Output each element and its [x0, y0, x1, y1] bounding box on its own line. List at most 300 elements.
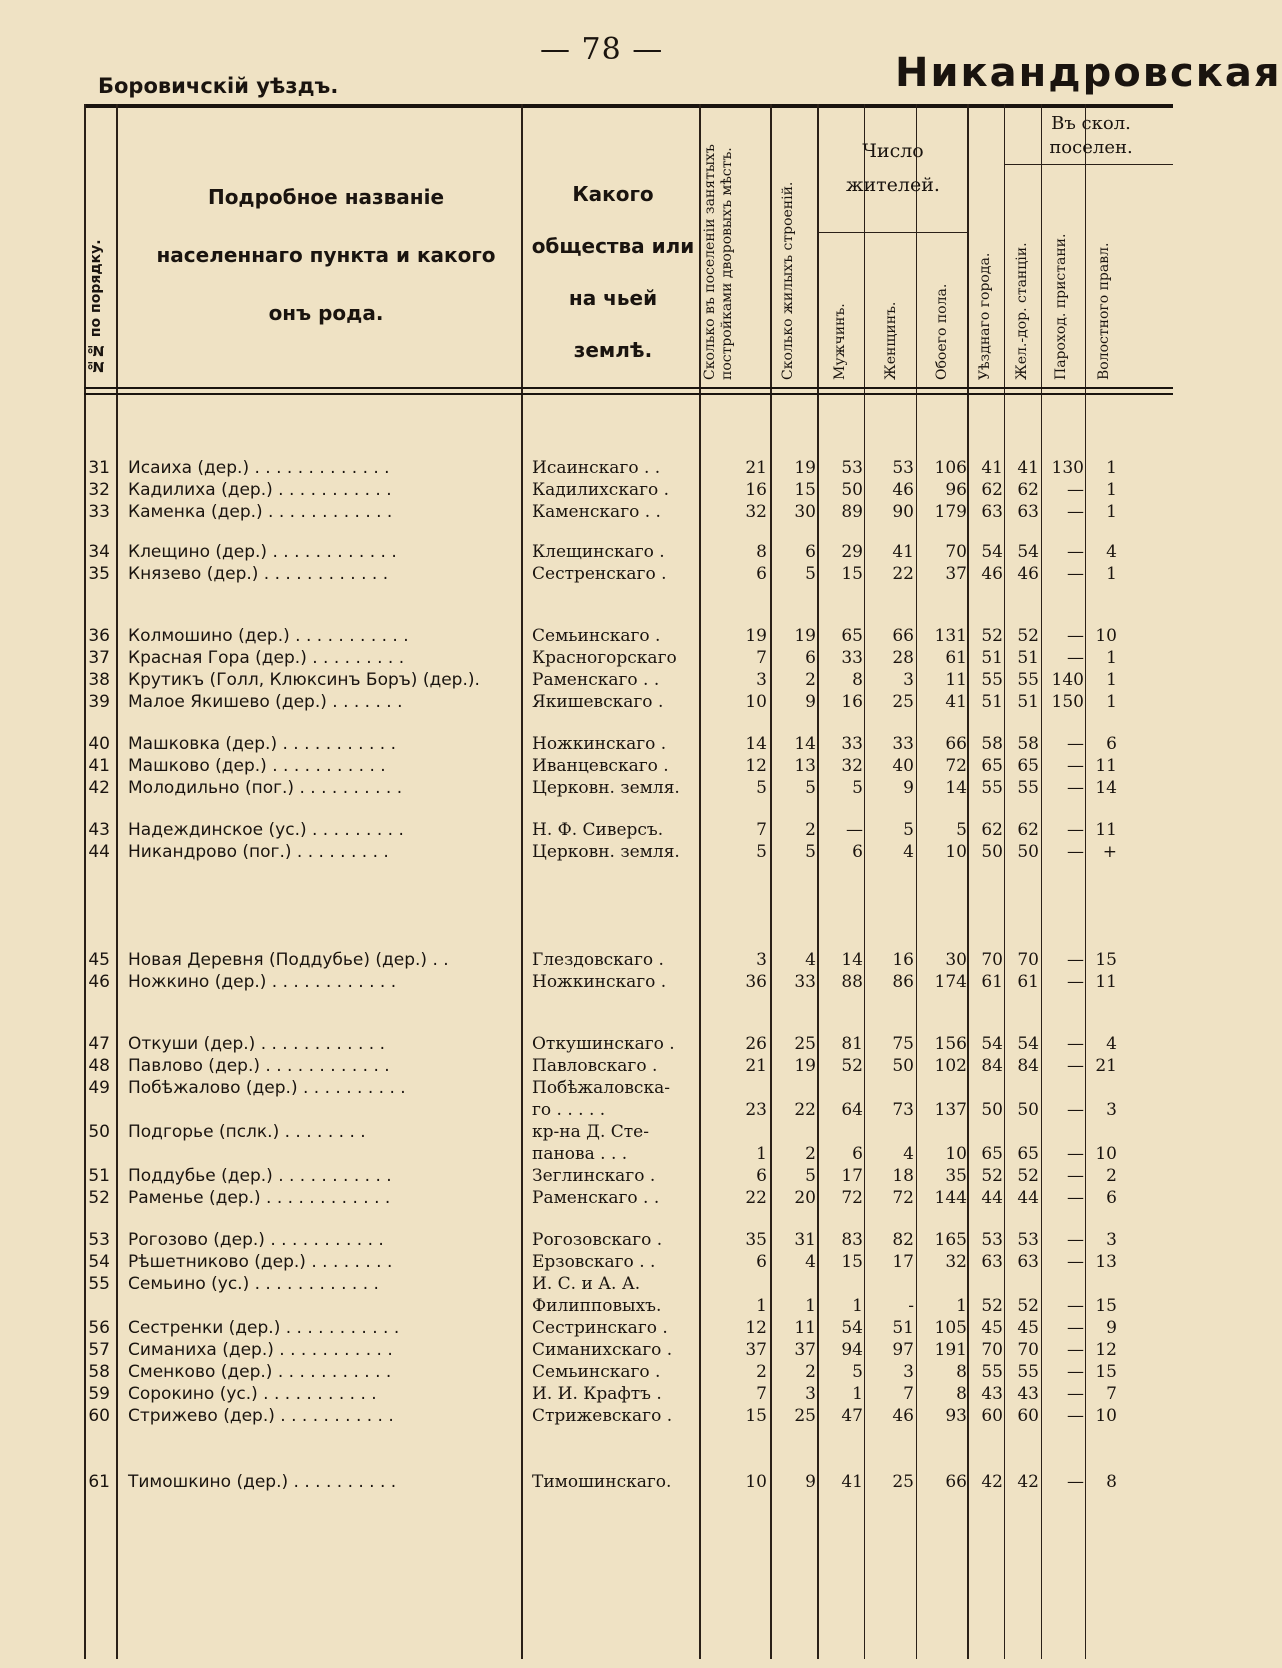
pier-distance: — [1067, 756, 1084, 776]
buildings-count: 11 [794, 1318, 816, 1338]
row-number: 50 [88, 1122, 110, 1142]
women-count: 18 [892, 1166, 914, 1186]
rail-distance: 50 [1017, 1100, 1039, 1120]
place-name: Молодильно (пог.) . . . . . . . . . . [128, 778, 403, 798]
women-count: 53 [892, 458, 914, 478]
men-count: 15 [841, 564, 863, 584]
table-row [84, 458, 1173, 480]
buildings-count: 37 [794, 1340, 816, 1360]
yards-count: 21 [745, 1056, 767, 1076]
yards-count: 22 [745, 1188, 767, 1208]
total-count: 156 [934, 1034, 967, 1054]
town-distance: 63 [981, 502, 1003, 522]
yards-count: 19 [745, 626, 767, 646]
place-name: Никандрово (пог.) . . . . . . . . . [128, 842, 389, 862]
volost-distance: 1 [1106, 692, 1117, 712]
society-name: Сестринскаго . [532, 1318, 668, 1338]
town-distance: 51 [981, 692, 1003, 712]
table-row [84, 756, 1173, 778]
women-count: 40 [892, 756, 914, 776]
place-name: Ножкино (дер.) . . . . . . . . . . . . [128, 972, 397, 992]
volost-distance: 4 [1106, 1034, 1117, 1054]
volost-distance: 7 [1106, 1384, 1117, 1404]
rail-distance: 54 [1017, 542, 1039, 562]
total-count: 102 [934, 1056, 967, 1076]
place-name: Поддубье (дер.) . . . . . . . . . . . [128, 1166, 392, 1186]
place-name: Рогозово (дер.) . . . . . . . . . . . [128, 1230, 384, 1250]
row-number: 43 [88, 820, 110, 840]
rail-distance: 45 [1017, 1318, 1039, 1338]
place-name: Новая Деревня (Поддубье) (дер.) . . [128, 950, 449, 970]
row-number: 59 [88, 1384, 110, 1404]
total-count: 8 [956, 1362, 967, 1382]
row-number: 60 [88, 1406, 110, 1426]
total-count: 35 [945, 1166, 967, 1186]
town-distance: 62 [981, 480, 1003, 500]
society-name: Раменскаго . . [532, 1188, 660, 1208]
town-distance: 65 [981, 1144, 1003, 1164]
men-count: 65 [841, 626, 863, 646]
table-row [84, 1230, 1173, 1252]
header-distance: Въ скол. поселен. [1049, 113, 1133, 158]
header-town: Уѣзднаго города. [977, 252, 993, 380]
pier-distance: — [1067, 1056, 1084, 1076]
town-distance: 51 [981, 648, 1003, 668]
table-row [84, 1406, 1173, 1428]
society-name: Иванцевскаго . [532, 756, 669, 776]
society-name: Стрижевскаго . [532, 1406, 673, 1426]
total-count: 61 [945, 648, 967, 668]
society-name: Тимошинскаго. [532, 1472, 672, 1492]
women-count: 3 [903, 670, 914, 690]
pier-distance: — [1067, 1034, 1084, 1054]
yards-count: 12 [745, 1318, 767, 1338]
men-count: 81 [841, 1034, 863, 1054]
place-name: Исаиха (дер.) . . . . . . . . . . . . . [128, 458, 390, 478]
buildings-count: 33 [794, 972, 816, 992]
pier-distance: — [1067, 1296, 1084, 1316]
men-count: 52 [841, 1056, 863, 1076]
header-rule [84, 393, 1173, 395]
page-number: — 78 — [540, 32, 664, 67]
volost-distance: 14 [1095, 778, 1117, 798]
place-name: Князево (дер.) . . . . . . . . . . . . [128, 564, 389, 584]
town-distance: 53 [981, 1230, 1003, 1250]
women-count: 25 [892, 1472, 914, 1492]
pier-distance: — [1067, 1384, 1084, 1404]
volost-distance: 8 [1106, 1472, 1117, 1492]
header-pier: Пароход. пристани. [1053, 233, 1069, 380]
yards-count: 36 [745, 972, 767, 992]
total-count: 37 [945, 564, 967, 584]
town-distance: 58 [981, 734, 1003, 754]
town-distance: 70 [981, 1340, 1003, 1360]
buildings-count: 4 [805, 1252, 816, 1272]
rail-distance: 42 [1017, 1472, 1039, 1492]
pier-distance: — [1067, 648, 1084, 668]
volost-distance: 13 [1095, 1252, 1117, 1272]
yards-count: 12 [745, 756, 767, 776]
table-row [84, 778, 1173, 800]
table-row [84, 1340, 1173, 1362]
total-count: 66 [945, 734, 967, 754]
society-name: Ножкинскаго . [532, 972, 667, 992]
pier-distance: — [1067, 1406, 1084, 1426]
rail-distance: 70 [1017, 950, 1039, 970]
header-volost: Волостного правл. [1096, 242, 1112, 380]
society-name: Церковн. земля. [532, 842, 680, 862]
rail-distance: 84 [1017, 1056, 1039, 1076]
row-number: 42 [88, 778, 110, 798]
rail-distance: 44 [1017, 1188, 1039, 1208]
pier-distance: 150 [1051, 692, 1084, 712]
men-count: — [846, 820, 863, 840]
buildings-count: 9 [805, 692, 816, 712]
buildings-count: 19 [794, 458, 816, 478]
total-count: 10 [945, 1144, 967, 1164]
society-name: Семьинскаго . [532, 626, 661, 646]
row-number: 53 [88, 1230, 110, 1250]
total-count: 131 [934, 626, 967, 646]
women-count: 41 [892, 542, 914, 562]
place-name: Откуши (дер.) . . . . . . . . . . . . [128, 1034, 385, 1054]
row-number: 32 [88, 480, 110, 500]
yards-count: 8 [756, 542, 767, 562]
place-name: Малое Якишево (дер.) . . . . . . . [128, 692, 403, 712]
town-distance: 42 [981, 1472, 1003, 1492]
pier-distance: — [1067, 820, 1084, 840]
table-row [84, 1318, 1173, 1340]
place-name: Павлово (дер.) . . . . . . . . . . . . [128, 1056, 390, 1076]
total-count: 96 [945, 480, 967, 500]
pier-distance: — [1067, 1188, 1084, 1208]
total-count: 32 [945, 1252, 967, 1272]
table-row [84, 1296, 1173, 1318]
women-count: 16 [892, 950, 914, 970]
society-name: кр-на Д. Сте- [532, 1122, 649, 1142]
women-count: 50 [892, 1056, 914, 1076]
row-number: 48 [88, 1056, 110, 1076]
volost-distance: 11 [1095, 756, 1117, 776]
yards-count: 7 [756, 820, 767, 840]
buildings-count: 5 [805, 778, 816, 798]
pier-distance: — [1067, 564, 1084, 584]
society-name: Исаинскаго . . [532, 458, 661, 478]
header-place-name: Подробное названіе населеннаго пункта и какого онъ рода. [156, 185, 496, 325]
rail-distance: 41 [1017, 458, 1039, 478]
row-number: 31 [88, 458, 110, 478]
town-distance: 61 [981, 972, 1003, 992]
volost-distance: 6 [1106, 1188, 1117, 1208]
pier-distance: — [1067, 1252, 1084, 1272]
table-row [84, 1144, 1173, 1166]
men-count: 6 [852, 842, 863, 862]
total-count: 179 [934, 502, 967, 522]
town-distance: 62 [981, 820, 1003, 840]
men-count: 33 [841, 734, 863, 754]
society-name: И. И. Крафтъ . [532, 1384, 662, 1404]
town-distance: 70 [981, 950, 1003, 970]
place-name: Колмошино (дер.) . . . . . . . . . . . [128, 626, 409, 646]
yards-count: 3 [756, 950, 767, 970]
total-count: 66 [945, 1472, 967, 1492]
row-number: 61 [88, 1472, 110, 1492]
women-count: 9 [903, 778, 914, 798]
table-row [84, 564, 1173, 586]
pier-distance: — [1067, 950, 1084, 970]
society-name: Якишевскаго . [532, 692, 664, 712]
rail-distance: 65 [1017, 1144, 1039, 1164]
volost-distance: 10 [1095, 1144, 1117, 1164]
volost-distance: 2 [1106, 1166, 1117, 1186]
men-count: 1 [852, 1384, 863, 1404]
rail-distance: 55 [1017, 778, 1039, 798]
place-name: Сестренки (дер.) . . . . . . . . . . . [128, 1318, 400, 1338]
rail-distance: 55 [1017, 670, 1039, 690]
table-row [84, 1274, 1173, 1296]
buildings-count: 4 [805, 950, 816, 970]
pier-distance: — [1067, 542, 1084, 562]
town-distance: 60 [981, 1406, 1003, 1426]
volost-distance: 1 [1106, 670, 1117, 690]
rail-distance: 63 [1017, 502, 1039, 522]
buildings-count: 25 [794, 1034, 816, 1054]
buildings-count: 2 [805, 1144, 816, 1164]
table-row [84, 1100, 1173, 1122]
total-count: 191 [934, 1340, 967, 1360]
men-count: 53 [841, 458, 863, 478]
pier-distance: — [1067, 972, 1084, 992]
pier-distance: — [1067, 1100, 1084, 1120]
town-distance: 50 [981, 842, 1003, 862]
rail-distance: 61 [1017, 972, 1039, 992]
row-number: 49 [88, 1078, 110, 1098]
header-rail: Жел.-дор. станціи. [1014, 242, 1030, 380]
men-count: 1 [852, 1296, 863, 1316]
society-name: Церковн. земля. [532, 778, 680, 798]
women-count: 90 [892, 502, 914, 522]
total-count: 106 [934, 458, 967, 478]
buildings-count: 5 [805, 564, 816, 584]
men-count: 32 [841, 756, 863, 776]
rail-distance: 53 [1017, 1230, 1039, 1250]
society-name: Клещинскаго . [532, 542, 665, 562]
women-count: 46 [892, 480, 914, 500]
yards-count: 6 [756, 1166, 767, 1186]
table-row [84, 480, 1173, 502]
region-heading: Никандровская [895, 50, 1282, 96]
total-count: 105 [934, 1318, 967, 1338]
women-count: 22 [892, 564, 914, 584]
yards-count: 10 [745, 1472, 767, 1492]
society-name: Сестренскаго . [532, 564, 667, 584]
total-count: 1 [956, 1296, 967, 1316]
yards-count: 5 [756, 778, 767, 798]
table-row [84, 1166, 1173, 1188]
buildings-count: 19 [794, 1056, 816, 1076]
header-society: Какого общества или на чьей землѣ. [531, 182, 695, 362]
yards-count: 32 [745, 502, 767, 522]
row-number: 38 [88, 670, 110, 690]
yards-count: 15 [745, 1406, 767, 1426]
table-row [84, 626, 1173, 648]
place-name: Машково (дер.) . . . . . . . . . . . [128, 756, 386, 776]
volost-distance: 1 [1106, 648, 1117, 668]
men-count: 94 [841, 1340, 863, 1360]
women-count: 97 [892, 1340, 914, 1360]
rail-distance: 55 [1017, 1362, 1039, 1382]
district-heading: Боровичскій уѣздъ. [98, 74, 339, 98]
women-count: 25 [892, 692, 914, 712]
yards-count: 7 [756, 648, 767, 668]
volost-distance: 10 [1095, 626, 1117, 646]
table-row [84, 542, 1173, 564]
pier-distance: — [1067, 1472, 1084, 1492]
society-name: И. С. и А. А. [532, 1274, 641, 1294]
women-count: 4 [903, 1144, 914, 1164]
row-number: 36 [88, 626, 110, 646]
pier-distance: — [1067, 778, 1084, 798]
row-number: 34 [88, 542, 110, 562]
yards-count: 14 [745, 734, 767, 754]
volost-distance: 3 [1106, 1100, 1117, 1120]
town-distance: 65 [981, 756, 1003, 776]
pier-distance: — [1067, 502, 1084, 522]
buildings-count: 5 [805, 1166, 816, 1186]
pier-distance: — [1067, 1144, 1084, 1164]
table-row [84, 1252, 1173, 1274]
society-name: Филипповыхъ. [532, 1296, 662, 1316]
women-count: - [908, 1296, 914, 1316]
table-row [84, 1472, 1173, 1494]
place-name: Подгорье (пслк.) . . . . . . . . [128, 1122, 366, 1142]
buildings-count: 13 [794, 756, 816, 776]
row-number: 58 [88, 1362, 110, 1382]
table-row [84, 670, 1173, 692]
buildings-count: 1 [805, 1296, 816, 1316]
volost-distance: 9 [1106, 1318, 1117, 1338]
header-number: №№ по порядку. [88, 239, 104, 374]
place-name: Сменково (дер.) . . . . . . . . . . . [128, 1362, 392, 1382]
table-row [84, 648, 1173, 670]
total-count: 30 [945, 950, 967, 970]
women-count: 33 [892, 734, 914, 754]
town-distance: 45 [981, 1318, 1003, 1338]
total-count: 93 [945, 1406, 967, 1426]
society-name: Глездовскаго . [532, 950, 664, 970]
table-row [84, 1056, 1173, 1078]
table-row [84, 1188, 1173, 1210]
place-name: Стрижево (дер.) . . . . . . . . . . . [128, 1406, 394, 1426]
row-number: 52 [88, 1188, 110, 1208]
women-count: 7 [903, 1384, 914, 1404]
buildings-count: 20 [794, 1188, 816, 1208]
town-distance: 52 [981, 626, 1003, 646]
buildings-count: 19 [794, 626, 816, 646]
table-row [84, 842, 1173, 864]
pier-distance: — [1067, 1166, 1084, 1186]
row-number: 39 [88, 692, 110, 712]
place-name: Рѣшетниково (дер.) . . . . . . . . [128, 1252, 393, 1272]
volost-distance: 1 [1106, 480, 1117, 500]
place-name: Красная Гора (дер.) . . . . . . . . . [128, 648, 405, 668]
row-number: 35 [88, 564, 110, 584]
yards-count: 5 [756, 842, 767, 862]
society-name: Зеглинскаго . [532, 1166, 656, 1186]
header-both: Обоего пола. [934, 283, 950, 380]
place-name: Семьино (ус.) . . . . . . . . . . . . [128, 1274, 379, 1294]
row-number: 54 [88, 1252, 110, 1272]
town-distance: 54 [981, 1034, 1003, 1054]
table-row [84, 1078, 1173, 1100]
volost-distance: 12 [1095, 1340, 1117, 1360]
buildings-count: 15 [794, 480, 816, 500]
table-row [84, 502, 1173, 524]
volost-distance: 1 [1106, 458, 1117, 478]
society-name: Симанихскаго . [532, 1340, 673, 1360]
women-count: 51 [892, 1318, 914, 1338]
buildings-count: 6 [805, 542, 816, 562]
yards-count: 6 [756, 564, 767, 584]
town-distance: 41 [981, 458, 1003, 478]
rail-distance: 63 [1017, 1252, 1039, 1272]
women-count: 4 [903, 842, 914, 862]
yards-count: 23 [745, 1100, 767, 1120]
yards-count: 16 [745, 480, 767, 500]
society-name: Семьинскаго . [532, 1362, 661, 1382]
society-name: Откушинскаго . [532, 1034, 675, 1054]
table-row [84, 1384, 1173, 1406]
rail-distance: 51 [1017, 692, 1039, 712]
men-count: 5 [852, 1362, 863, 1382]
men-count: 64 [841, 1100, 863, 1120]
total-count: 137 [934, 1100, 967, 1120]
men-count: 29 [841, 542, 863, 562]
society-name: Побѣжаловска- [532, 1078, 670, 1098]
yards-count: 35 [745, 1230, 767, 1250]
pier-distance: — [1067, 1230, 1084, 1250]
society-name: Каменскаго . . [532, 502, 661, 522]
place-name: Симаниха (дер.) . . . . . . . . . . . [128, 1340, 393, 1360]
society-name: Павловскаго . [532, 1056, 658, 1076]
row-number: 45 [88, 950, 110, 970]
table-row [84, 692, 1173, 714]
volost-distance: + [1102, 842, 1117, 862]
row-number: 46 [88, 972, 110, 992]
yards-count: 6 [756, 1252, 767, 1272]
row-number: 41 [88, 756, 110, 776]
volost-distance: 10 [1095, 1406, 1117, 1426]
buildings-count: 2 [805, 820, 816, 840]
buildings-count: 31 [794, 1230, 816, 1250]
women-count: 72 [892, 1188, 914, 1208]
volost-distance: 4 [1106, 542, 1117, 562]
women-count: 66 [892, 626, 914, 646]
rail-distance: 58 [1017, 734, 1039, 754]
buildings-count: 22 [794, 1100, 816, 1120]
place-name: Крутикъ (Голл, Клюксинъ Боръ) (дер.). [128, 670, 480, 690]
total-count: 8 [956, 1384, 967, 1404]
row-number: 55 [88, 1274, 110, 1294]
women-count: 73 [892, 1100, 914, 1120]
row-number: 44 [88, 842, 110, 862]
men-count: 6 [852, 1144, 863, 1164]
buildings-count: 6 [805, 648, 816, 668]
men-count: 50 [841, 480, 863, 500]
rail-distance: 70 [1017, 1340, 1039, 1360]
row-number: 47 [88, 1034, 110, 1054]
place-name: Каменка (дер.) . . . . . . . . . . . . [128, 502, 393, 522]
